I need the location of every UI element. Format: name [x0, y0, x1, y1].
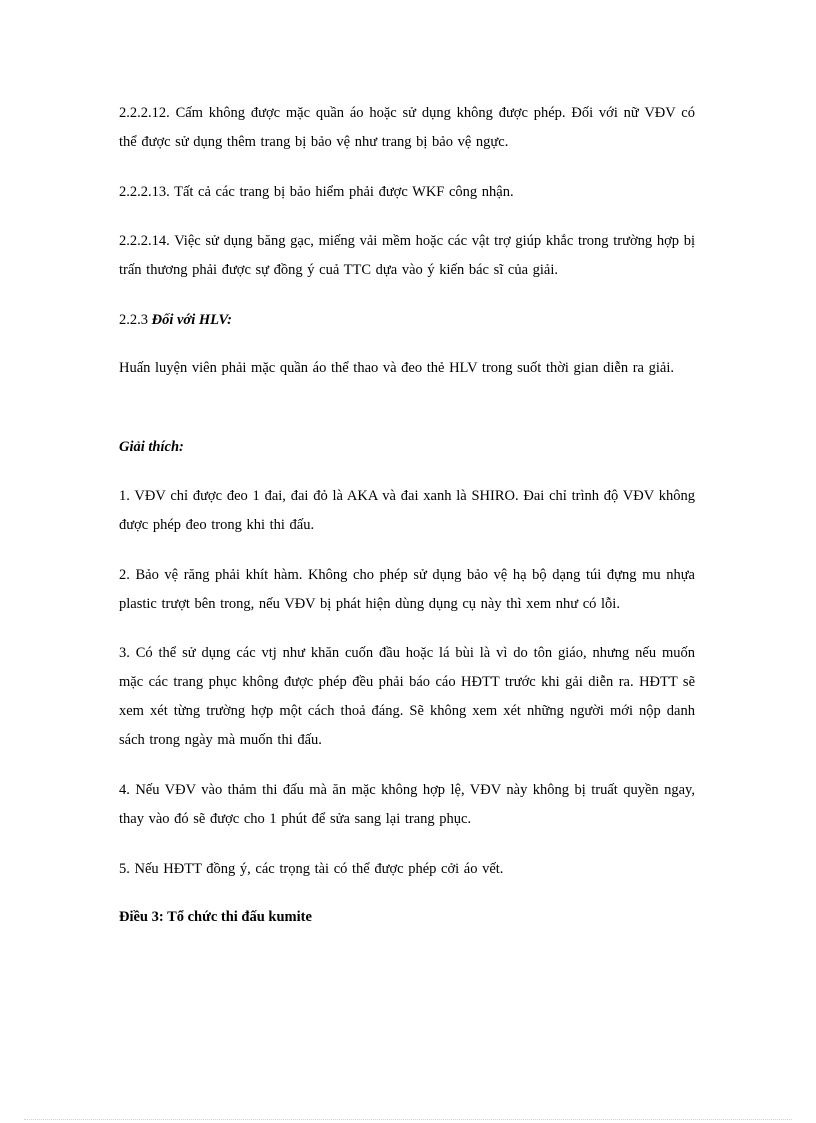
page-bottom-divider — [24, 1119, 792, 1120]
paragraph-2-2-2-12: 2.2.2.12. Cấm không được mặc quần áo hoặc sử dụng không được phép. Đối với nữ VĐV có thể được sử dụng thêm trang bị bảo vệ như trang bị bảo vệ ngực. — [119, 105, 695, 150]
section-2-2-3-number: 2.2.3 — [119, 312, 152, 328]
explanation-item-2: 2. Bảo vệ răng phải khít hàm. Không cho phép sử dụng bảo vệ hạ bộ dạng túi đựng mu nhựa plastic trượt bên trong, nếu VĐV bị phát hiện dùng dụng cụ này thì xem như có lỗi. — [119, 567, 695, 612]
explanation-item-3: 3. Có thể sử dụng các vtj như khăn cuốn đầu hoặc lá bùi là vì do tôn giáo, nhưng nếu muốn mặc các trang phục không được phép đều phải báo cáo HĐTT trước khi gải diễn ra. HĐTT sẽ xem xét từng trường hợp một cách thoả đáng. Sẽ không xem xét những người mới nộp danh sách trong ngày mà muốn thi đấu. — [119, 645, 695, 748]
explanation-heading: Giải thích: — [119, 439, 184, 455]
explanation-item-4: 4. Nếu VĐV vào thảm thi đấu mà ăn mặc không hợp lệ, VĐV này không bị truất quyền ngay, thay vào đó sẽ được cho 1 phút để sửa sang lại trang phục. — [119, 782, 695, 827]
section-2-2-3-title: Đối với HLV: — [151, 312, 232, 328]
paragraph-2-2-2-13: 2.2.2.13. Tất cả các trang bị bảo hiểm phải được WKF công nhận. — [119, 184, 514, 200]
article-3-heading: Điều 3: Tổ chức thi đấu kumite — [119, 909, 312, 925]
paragraph-hlv: Huấn luyện viên phải mặc quần áo thể thao và đeo thẻ HLV trong suốt thời gian diễn ra giải. — [119, 360, 674, 376]
paragraph-2-2-2-14: 2.2.2.14. Việc sử dụng băng gạc, miếng vải mềm hoặc các vật trợ giúp khắc trong trường hợp bị trấn thương phải được sự đồng ý cuả TTC dựa vào ý kiến bác sĩ của giải. — [119, 233, 695, 278]
explanation-item-1: 1. VĐV chỉ được đeo 1 đai, đai đỏ là AKA và đai xanh là SHIRO. Đai chỉ trình độ VĐV không được phép đeo trong khi thi đấu. — [119, 488, 695, 533]
section-2-2-3-heading — [119, 306, 695, 335]
explanation-item-5: 5. Nếu HĐTT đồng ý, các trọng tài có thể được phép cởi áo vết. — [119, 861, 504, 877]
